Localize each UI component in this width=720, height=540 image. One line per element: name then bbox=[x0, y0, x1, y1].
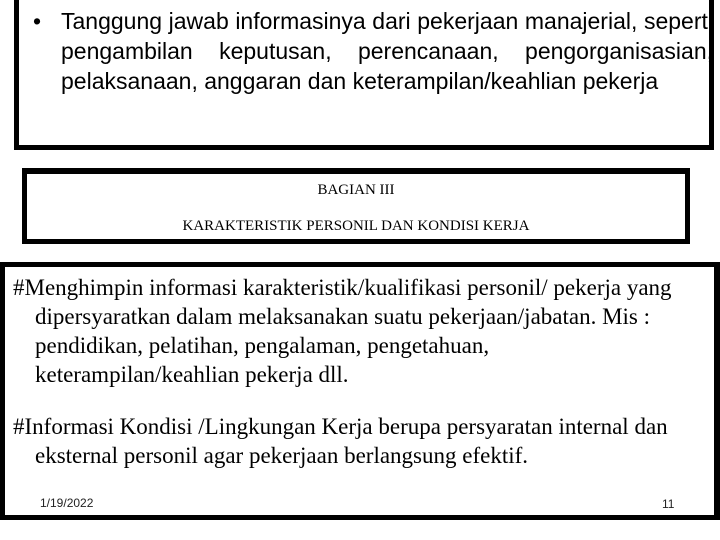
section-title: BAGIAN III bbox=[317, 182, 395, 198]
section-heading-box bbox=[22, 168, 690, 244]
section-subtitle: KARAKTERISTIK PERSONIL DAN KONDISI KERJA bbox=[182, 218, 530, 234]
paragraph-personnel: #Menghimpin informasi karakteristik/kualifikasi personil/ pekerja yang dipersyaratkan dalam melaksanakan suatu pekerjaan/jabatan. Mis : pendidikan, pelatihan, pengalaman, pengetahuan, keterampilan/keahlian pekerja dll. bbox=[13, 275, 672, 387]
content-box bbox=[0, 262, 720, 520]
bullet-text: Tanggung jawab informasinya dari pekerjaan manajerial, seperti pengambilan keputusan, perencanaan, pengorganisasian, pelaksanaan, anggaran dan keterampilan/keahlian pekerja bbox=[61, 8, 713, 94]
bullet-marker: • bbox=[33, 8, 42, 34]
paragraph-work-conditions: #Informasi Kondisi /Lingkungan Kerja berupa persyaratan internal dan eksternal personil agar pekerjaan berlangsung efektif. bbox=[13, 414, 668, 468]
footer-date: 1/19/2022 bbox=[40, 496, 94, 510]
bullet-item bbox=[33, 6, 713, 96]
page-number: 11 bbox=[662, 497, 675, 511]
top-bullet-box bbox=[14, 0, 714, 150]
